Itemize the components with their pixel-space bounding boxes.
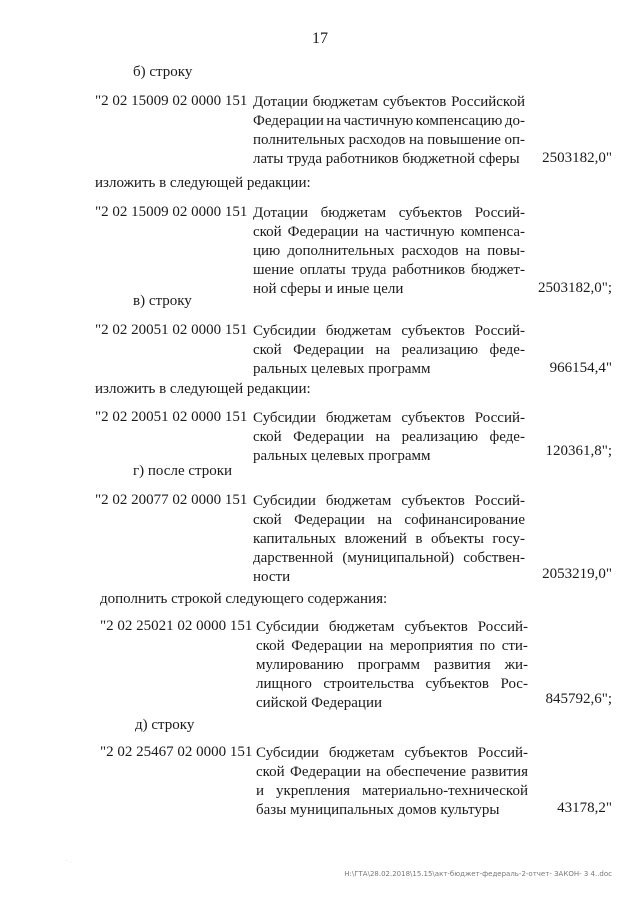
- description-word: Федерации: [293, 342, 364, 358]
- description-word: ской: [253, 512, 282, 528]
- description-word: субъектов: [401, 493, 465, 509]
- description-word: жи-: [504, 657, 528, 673]
- description-word: оп-: [504, 132, 525, 148]
- description-word: Россий-: [474, 205, 525, 221]
- description-word: цию: [253, 243, 281, 259]
- description-word: Субсидии: [253, 323, 316, 339]
- description-word: Субсидии: [253, 493, 316, 509]
- description-word: ской: [253, 429, 282, 445]
- description-word: ской: [253, 224, 282, 240]
- budget-code: "2 02 25467 02 0000 151: [100, 744, 253, 760]
- description-word: труда: [351, 262, 387, 278]
- description-word: частичную: [343, 113, 414, 129]
- description-word: сти-: [501, 638, 528, 654]
- budget-description: [253, 204, 525, 299]
- description-line: ральных целевых программ: [253, 448, 431, 464]
- description-word: реализацию: [401, 429, 479, 445]
- description-word: бюджет-: [470, 262, 525, 278]
- description-word: дополнительных: [287, 243, 395, 259]
- description-word: повышение: [427, 132, 501, 148]
- description-line: [253, 204, 525, 223]
- description-word: субъектов: [401, 410, 465, 426]
- description-line: [253, 242, 525, 261]
- description-word: бюджетам: [312, 94, 379, 110]
- budget-code: "2 02 25021 02 0000 151: [100, 618, 253, 634]
- description-word: феде-: [489, 429, 525, 445]
- budget-amount: 966154,4": [549, 360, 612, 376]
- description-line: [253, 112, 525, 131]
- section-label: б) строку: [133, 64, 193, 80]
- description-word: ской: [256, 764, 285, 780]
- description-word: на: [375, 342, 391, 358]
- budget-description: [253, 322, 525, 379]
- description-line: [253, 322, 525, 341]
- description-word: на: [377, 512, 393, 528]
- description-word: субъектов: [404, 745, 468, 761]
- description-word: субъектов: [382, 94, 447, 110]
- budget-description: [253, 93, 525, 169]
- budget-amount: 2503182,0": [542, 150, 612, 166]
- description-word: (муниципальной): [342, 550, 455, 566]
- description-word: Субсидии: [253, 410, 316, 426]
- file-path-footer: H:\ГТА\28.02.2018\15.15\акт-бюджет-федераль-2-отчет- ЗАКОН- 3 4..doc: [344, 870, 612, 878]
- description-line: [256, 637, 528, 656]
- description-word: лищного: [256, 676, 312, 692]
- description-word: субъектов: [425, 676, 489, 692]
- description-word: объекты: [431, 531, 484, 547]
- description-word: повы-: [487, 243, 525, 259]
- description-line: [253, 511, 525, 530]
- description-line: [253, 341, 525, 360]
- description-line: [256, 744, 528, 763]
- description-word: собствен-: [463, 550, 525, 566]
- budget-description: [256, 618, 528, 713]
- description-word: капитальных: [253, 531, 337, 547]
- description-word: обеспечение: [386, 764, 466, 780]
- description-word: Россий-: [474, 493, 525, 509]
- budget-code: "2 02 20077 02 0000 151: [95, 492, 248, 508]
- description-word: материально-технической: [362, 783, 528, 799]
- description-line: [256, 656, 528, 675]
- description-word: Российской: [451, 94, 525, 110]
- description-line: [256, 675, 528, 694]
- description-word: в: [415, 531, 423, 547]
- description-word: на: [465, 243, 481, 259]
- description-word: развития: [471, 764, 528, 780]
- description-line: сийской Федерации: [256, 695, 383, 711]
- description-word: шение: [253, 262, 294, 278]
- budget-amount: 120361,8";: [545, 443, 612, 459]
- description-word: мероприятия: [389, 638, 474, 654]
- description-word: субъектов: [404, 619, 468, 635]
- description-word: полнительных: [253, 132, 346, 148]
- description-word: Федерации: [253, 113, 324, 129]
- description-word: оплаты: [299, 262, 346, 278]
- budget-code: "2 02 15009 02 0000 151: [95, 93, 248, 109]
- section-label: г) после строки: [133, 463, 233, 479]
- description-word: Федерации: [293, 429, 364, 445]
- description-word: бюджетам: [325, 323, 392, 339]
- description-word: дарственной: [253, 550, 334, 566]
- description-word: бюджетам: [328, 745, 395, 761]
- description-word: до-: [504, 113, 525, 129]
- section-label: изложить в следующей редакции:: [95, 175, 311, 191]
- description-line: [256, 618, 528, 637]
- description-word: компенсацию: [415, 113, 503, 129]
- budget-description: [256, 744, 528, 820]
- description-word: строительства: [323, 676, 415, 692]
- description-word: расходов: [401, 243, 459, 259]
- description-word: на: [409, 132, 424, 148]
- description-line: ности: [253, 569, 291, 585]
- page-number: 17: [312, 30, 328, 47]
- description-word: Россий-: [477, 619, 528, 635]
- description-line: [256, 782, 528, 801]
- description-word: Федерации: [290, 764, 361, 780]
- budget-code: "2 02 15009 02 0000 151: [95, 204, 248, 220]
- description-word: Дотации: [253, 94, 309, 110]
- description-word: ской: [253, 342, 282, 358]
- description-word: компенса-: [460, 224, 525, 240]
- description-word: Россий-: [477, 745, 528, 761]
- description-word: по: [479, 638, 496, 654]
- description-word: Рос-: [500, 676, 528, 692]
- description-word: вложений: [344, 531, 407, 547]
- description-line: [253, 428, 525, 447]
- description-word: Россий-: [474, 323, 525, 339]
- description-word: реализацию: [401, 342, 479, 358]
- description-word: укрепления: [276, 783, 351, 799]
- description-word: и: [256, 783, 265, 799]
- description-word: Федерации: [287, 224, 359, 240]
- description-line: ральных целевых программ: [253, 361, 431, 377]
- section-label: изложить в следующей редакции:: [95, 381, 311, 397]
- description-line: [253, 223, 525, 242]
- description-line: латы труда работников бюджетной сферы: [253, 151, 520, 167]
- description-word: на: [368, 638, 384, 654]
- section-label: д) строку: [135, 717, 195, 733]
- budget-code: "2 02 20051 02 0000 151: [95, 322, 248, 338]
- description-word: Россий-: [474, 410, 525, 426]
- description-word: субъектов: [398, 205, 463, 221]
- description-line: ной сферы и иные цели: [253, 281, 404, 297]
- description-line: [253, 93, 525, 112]
- description-word: на: [366, 764, 381, 780]
- budget-amount: 845792,6";: [545, 691, 612, 707]
- description-line: [253, 492, 525, 511]
- budget-description: [253, 409, 525, 466]
- description-line: [253, 409, 525, 428]
- description-line: [253, 261, 525, 280]
- budget-code: "2 02 20051 02 0000 151: [95, 409, 248, 425]
- description-line: базы муниципальных домов культуры: [256, 802, 500, 818]
- description-word: работников: [392, 262, 466, 278]
- description-word: развития: [433, 657, 491, 673]
- description-word: бюджетам: [320, 205, 387, 221]
- description-line: [253, 549, 525, 568]
- description-word: Федерации: [294, 512, 365, 528]
- description-line: [253, 131, 525, 150]
- section-label: в) строку: [133, 293, 192, 309]
- scan-mark: · .: [66, 858, 72, 865]
- description-word: софинансирование: [404, 512, 525, 528]
- budget-amount: 43178,2": [557, 800, 612, 816]
- section-label: дополнить строкой следующего содержания:: [100, 591, 388, 607]
- description-word: на: [375, 429, 391, 445]
- description-word: Субсидии: [256, 619, 319, 635]
- description-word: на: [326, 113, 341, 129]
- description-line: [256, 763, 528, 782]
- budget-amount: 2503182,0";: [537, 280, 612, 296]
- budget-amount: 2053219,0": [542, 566, 612, 582]
- description-word: частичную: [384, 224, 455, 240]
- description-word: бюджетам: [325, 410, 392, 426]
- description-line: [253, 530, 525, 549]
- description-word: расходов: [348, 132, 406, 148]
- description-word: феде-: [489, 342, 525, 358]
- description-word: бюджетам: [328, 619, 395, 635]
- description-word: бюджетам: [325, 493, 392, 509]
- description-word: Субсидии: [256, 745, 319, 761]
- budget-description: [253, 492, 525, 587]
- description-word: Дотации: [253, 205, 309, 221]
- description-word: мулированию: [256, 657, 344, 673]
- description-word: госу-: [492, 531, 525, 547]
- description-word: ской: [256, 638, 285, 654]
- description-word: Федерации: [291, 638, 363, 654]
- description-word: на: [364, 224, 380, 240]
- description-word: программ: [357, 657, 420, 673]
- description-word: субъектов: [401, 323, 465, 339]
